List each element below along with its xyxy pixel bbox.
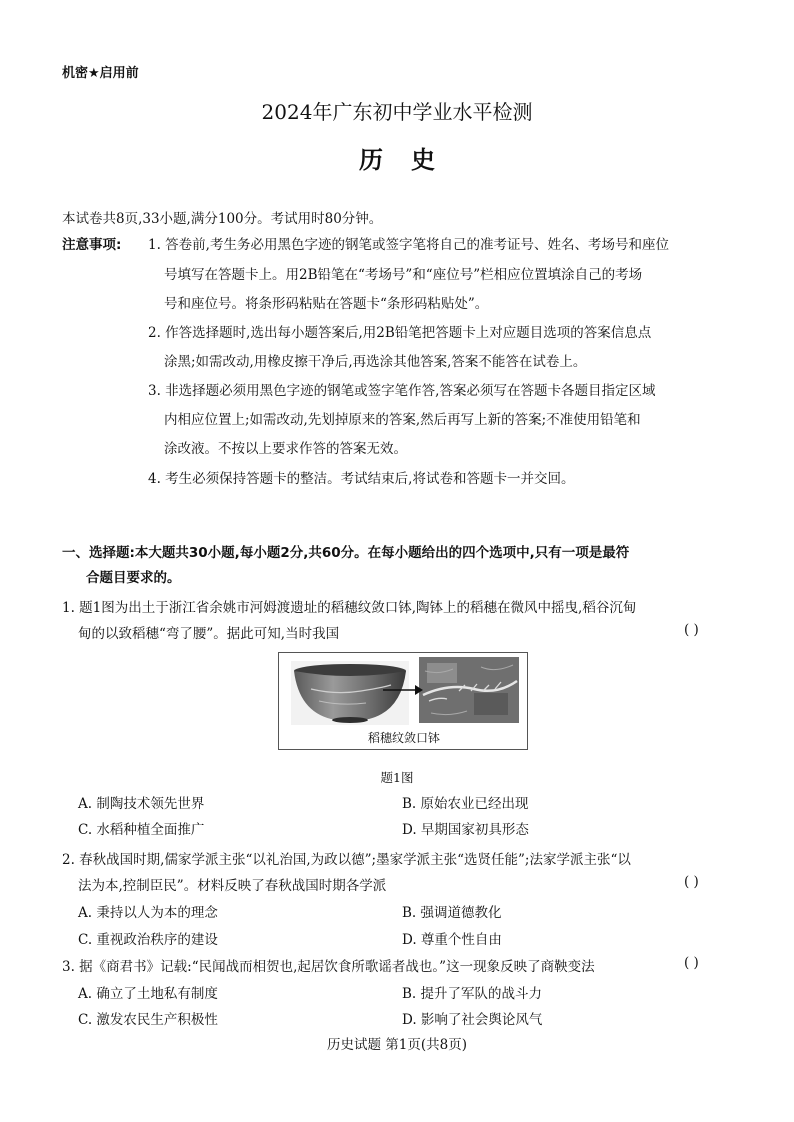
q1-figure-caption: 题1图 bbox=[380, 770, 414, 785]
subject-title: 历史 bbox=[359, 146, 463, 174]
rice-pattern-detail-image bbox=[419, 657, 519, 723]
q3-stem-line-1: 3. 据《商君书》记载:“民闻战而相贺也,起居饮食所歌谣者战也。”这一现象反映了商鞅变法 bbox=[62, 959, 595, 975]
note-3-line-2: 内相应位置上;如需改动,先划掉原来的答案,然后再写上新的答案;不准使用铅笔和 bbox=[164, 412, 641, 428]
section1-heading-line2: 合题目要求的。 bbox=[86, 570, 181, 586]
note-2-line-1: 2. 作答选择题时,选出每小题答案后,用2B铅笔把答题卡上对应题目选项的答案信息点 bbox=[148, 325, 652, 341]
q2-option-d: D. 尊重个性自由 bbox=[402, 932, 502, 948]
note-1-line-2: 号填写在答题卡上。用2B铅笔在“考场号”和“座位号”栏相应位置填涂自己的考场 bbox=[164, 267, 643, 283]
q2-answer-paren: ( ) bbox=[684, 874, 699, 890]
exam-title: 2024年广东初中学业水平检测 bbox=[261, 100, 533, 124]
intro-text: 本试卷共8页,33小题,满分100分。考试用时80分钟。 bbox=[62, 211, 383, 227]
q1-figure-label: 稻穗纹敛口钵 bbox=[367, 731, 440, 745]
note-4-line-1: 4. 考生必须保持答题卡的整洁。考试结束后,将试卷和答题卡一并交回。 bbox=[148, 471, 575, 487]
q2-option-c: C. 重视政治秩序的建设 bbox=[78, 932, 218, 948]
notes-label: 注意事项: bbox=[62, 237, 122, 253]
q1-option-a: A. 制陶技术领先世界 bbox=[78, 796, 205, 812]
note-1-line-3: 号和座位号。将条形码粘贴在答题卡“条形码粘贴处”。 bbox=[164, 296, 489, 312]
q3-option-d: D. 影响了社会舆论风气 bbox=[402, 1012, 543, 1028]
q3-option-b: B. 提升了军队的战斗力 bbox=[402, 986, 543, 1002]
q3-option-c: C. 激发农民生产积极性 bbox=[78, 1012, 218, 1028]
section1-heading-line1: 一、选择题:本大题共30小题,每小题2分,共60分。在每小题给出的四个选项中,只有一项是最符 bbox=[62, 545, 630, 561]
q3-answer-paren: ( ) bbox=[684, 955, 699, 971]
q1-option-c: C. 水稻种植全面推广 bbox=[78, 822, 205, 838]
q1-option-d: D. 早期国家初具形态 bbox=[402, 822, 529, 838]
q1-stem-line-2: 甸的以致稻穗“弯了腰”。据此可知,当时我国 bbox=[78, 626, 340, 642]
q2-option-a: A. 秉持以人为本的理念 bbox=[78, 905, 218, 921]
q1-answer-paren: ( ) bbox=[684, 622, 699, 638]
confidential-mark: 机密★启用前 bbox=[62, 66, 139, 81]
note-3-line-1: 3. 非选择题必须用黑色字迹的钢笔或签字笔作答,答案必须写在答题卡各题目指定区域 bbox=[148, 383, 656, 399]
q1-figure bbox=[278, 652, 528, 750]
note-2-line-2: 涂黑;如需改动,用橡皮擦干净后,再选涂其他答案,答案不能答在试卷上。 bbox=[164, 354, 587, 370]
arrow-right-icon bbox=[383, 683, 423, 697]
q3-option-a: A. 确立了土地私有制度 bbox=[78, 986, 218, 1002]
q1-stem-line-1: 1. 题1图为出土于浙江省余姚市河姆渡遗址的稻穗纹敛口钵,陶钵上的稻穗在微风中摇曳,稻谷沉甸 bbox=[62, 600, 637, 616]
q1-option-b: B. 原始农业已经出现 bbox=[402, 796, 529, 812]
page-footer: 历史试题 第1页(共8页) bbox=[326, 1037, 467, 1053]
note-3-line-3: 涂改液。不按以上要求作答的答案无效。 bbox=[164, 441, 407, 457]
q2-stem-line-2: 法为本,控制臣民”。材料反映了春秋战国时期各学派 bbox=[78, 878, 387, 894]
note-1-line-1: 1. 答卷前,考生务必用黑色字迹的钢笔或签字笔将自己的准考证号、姓名、考场号和座位 bbox=[148, 237, 669, 253]
q2-option-b: B. 强调道德教化 bbox=[402, 905, 502, 921]
q2-stem-line-1: 2. 春秋战国时期,儒家学派主张“以礼治国,为政以德”;墨家学派主张“选贤任能”;法家学派主张“以 bbox=[62, 852, 631, 868]
